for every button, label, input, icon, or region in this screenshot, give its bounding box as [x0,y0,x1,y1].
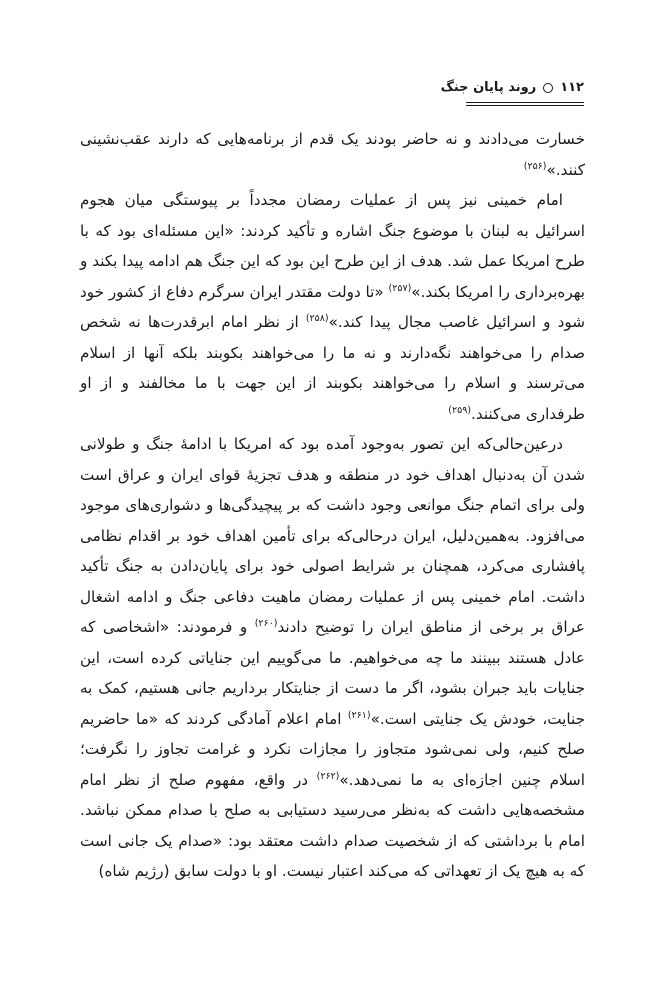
running-header [441,80,584,95]
paragraph-text: خسارت می‌دادند و نه حاضر بودند یک قدم از برنامه‌هایی که دارند عقب‌نشینی کنند.» [80,130,585,179]
page-number: ۱۱۲ [560,80,584,95]
header-rule [466,102,584,103]
footnote-marker: (۲۵۹) [448,404,472,416]
paragraph-text: از نظر امام ابرقدرت‌ها نه شخص صدام را می‌خواهند نگه‌دارند و نه ما را می‌خواهند بکوبند بلکه آنها از اسلام می‌ترسند و اسلام را می‌خواهند بکوبند از این جهت با ما مخالفند و از او طرفداری می‌کنند. [80,313,585,423]
paragraph [80,185,585,429]
body-text [80,124,585,887]
circle-icon [543,83,553,93]
paragraph-text: درعین‌حالی‌که این تصور به‌وجود آمده بود که امریکا با ادامهٔ جنگ و طولانی شدن آن به‌دنبال اهداف خود در منطقه و هدف تجزیهٔ قوای ایران و عراق است ولی برای اتمام جنگ موانعی وجود داشت که بر پیچیدگی‌ها و دشواری‌های موجود می‌افزود. به‌همین‌دلیل، ایران درحالی‌که برای تأمین اهداف خود بر اقدام نظامی پافشاری می‌کرد، همچنان بر شرایط اصولی خود برای پایان‌دادن به جنگ تأکید داشت. امام خمینی پس از عملیات رمضان ماهیت دفاعی جنگ و ادامه اشغال عراق بر برخی از مناطق ایران را توضیح دادند [80,435,585,636]
paragraph-text: در واقع، مفهوم صلح از نظر امام مشخصه‌هایی داشت که به‌نظر می‌رسید دستیابی به صلح با صدام ممکن نباشد. امام با برداشتی که از شخصیت صدام داشت معتقد بود: «صدام یک جانی است که به هیچ یک از تعهداتی که می‌کند اعتبار نیست. او با دولت سابق (رژیم شاه) [80,770,585,880]
footnote-marker: (۲۵۶) [523,160,547,172]
footnote-marker: (۲۵۸) [305,313,329,324]
paragraph [80,429,585,887]
footnote-marker: (۲۶۲) [316,770,340,782]
paragraph-text: امام اعلام آمادگی کردند که «ما حاضریم صلح کنیم، ولی نمی‌شود متجاوز را مجازات نکرد و غرامت تجاوز را نگرفت؛ اسلام چنین اجازه‌ای به ما نمی‌دهد.» [80,709,585,789]
running-title: روند پایان جنگ [440,80,537,95]
paragraph-text: «تا دولت مقتدر ایران سرگرم دفاع از کشور خود شود و اسرائیل غاصب مجال پیدا کند.» [80,282,585,331]
header-rule-thin [466,105,584,106]
paragraph-text: و فرمودند: «اشخاصی که عادل هستند ببینند ما چه می‌خواهیم. ما می‌گوییم این جنایاتی کرده است، این جنایات باید جبران بشود، اگر ما دست از جنایتکار برداریم جانی هستیم، کمک به جنایت، خودش یک جنایتی است.» [80,618,586,728]
paragraph-text: امام خمینی نیز پس از عملیات رمضان مجدداً بر پیوستگی میان هجوم اسرائیل به لبنان با موضوع جنگ اشاره و تأکید کردند: «این مسئله‌ای بود که با طرح امریکا عمل شد. هدف از این طرح این بود که این جنگ هم ادامه پیدا بکند و بهره‌برداری را امریکا بکند.» [80,191,585,301]
footnote-marker: (۲۶۰) [254,618,278,629]
paragraph [80,124,585,185]
footnote-marker: (۲۵۷) [388,282,412,294]
footnote-marker: (۲۶۱) [347,709,371,721]
